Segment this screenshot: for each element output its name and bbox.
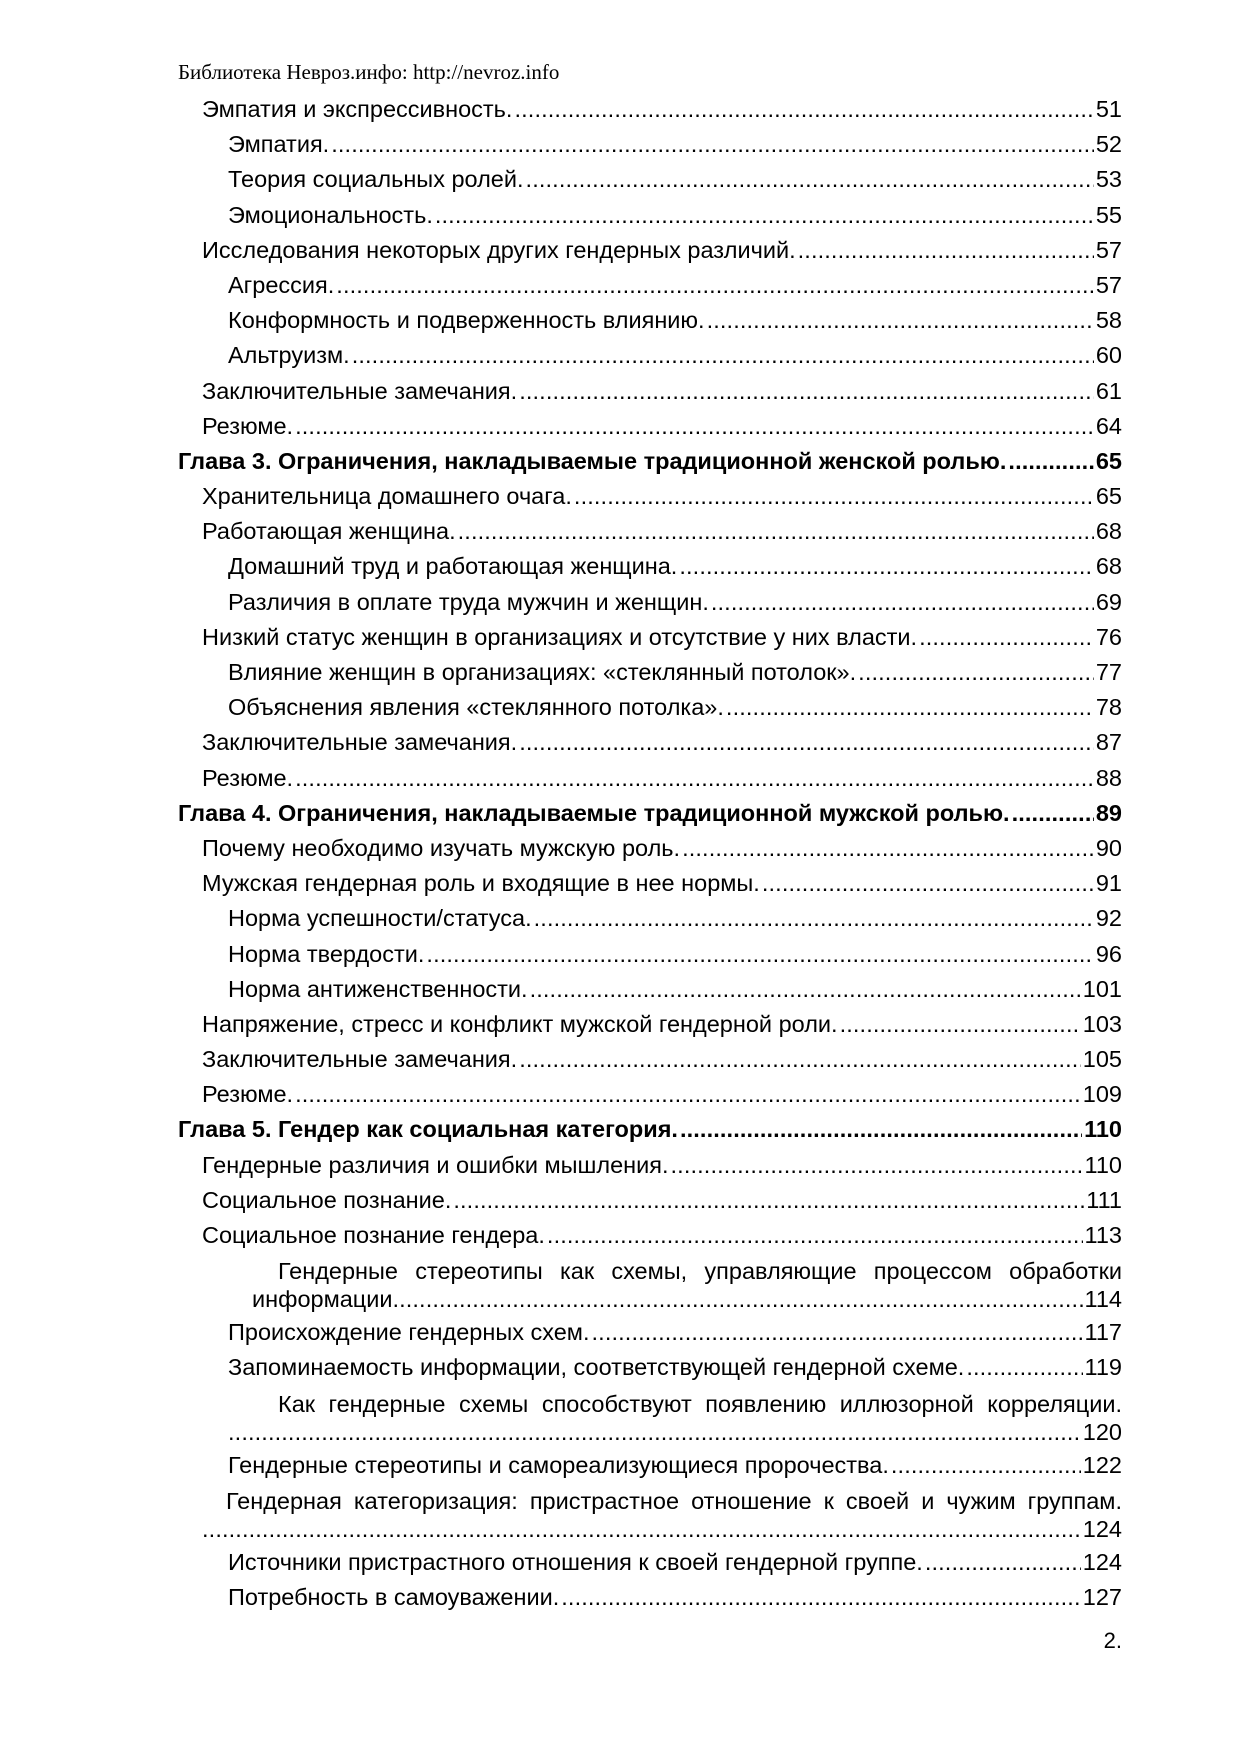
- toc-entry[interactable]: [178, 1007, 1122, 1042]
- toc-entry-title: Резюме.: [202, 1081, 294, 1108]
- toc-leader: [519, 1042, 1081, 1077]
- toc-entry-page: 105: [1082, 1046, 1122, 1073]
- toc-entry-title: Гендерные стереотипы как схемы, управляющие процессом обработки: [278, 1258, 1122, 1285]
- toc-entry[interactable]: [178, 162, 1122, 197]
- toc-leader: [295, 409, 1094, 444]
- toc-entry[interactable]: [178, 972, 1122, 1007]
- toc-entry-title: Запоминаемость информации, соответствующей гендерной схеме.: [228, 1354, 965, 1381]
- toc-chapter[interactable]: [178, 796, 1122, 831]
- toc-entry-title: Эмпатия и экспрессивность.: [202, 96, 513, 122]
- toc-entry-title: Низкий статус женщин в организациях и отсутствие у них власти.: [202, 623, 918, 650]
- toc-entry[interactable]: [178, 831, 1122, 866]
- toc-leader: [711, 585, 1094, 620]
- toc-entry[interactable]: [178, 1545, 1122, 1580]
- toc-entry-wrapped[interactable]: [178, 1386, 1122, 1448]
- toc-leader: [453, 1183, 1084, 1218]
- toc-entry[interactable]: [178, 127, 1122, 162]
- toc-leader: [530, 972, 1081, 1007]
- toc-entry-page: 114: [1084, 1286, 1122, 1313]
- toc-entry[interactable]: [178, 901, 1122, 936]
- toc-entry-title: Работающая женщина.: [202, 518, 456, 545]
- toc-entry[interactable]: [178, 1580, 1122, 1615]
- toc-entry-title: Альтруизм.: [228, 342, 350, 369]
- toc-leader: [680, 1112, 1082, 1147]
- toc-entry-title: Как гендерные схемы способствуют появлению иллюзорной корреляции.: [278, 1390, 1122, 1417]
- toc-leader: [726, 690, 1094, 725]
- toc-entry-continuation: [228, 1418, 1122, 1448]
- toc-entry[interactable]: [178, 303, 1122, 338]
- toc-entry[interactable]: [178, 761, 1122, 796]
- toc-entry-title: Объяснения явления «стеклянного потолка».: [228, 694, 724, 721]
- toc-leader: [519, 374, 1094, 409]
- toc-entry-page: 96: [1095, 940, 1122, 967]
- toc-entry-title: Заключительные замечания.: [202, 729, 518, 756]
- toc-entry-page: 109: [1082, 1081, 1122, 1108]
- toc-entry[interactable]: [178, 1448, 1122, 1483]
- toc-entry-page: 52: [1095, 131, 1122, 158]
- toc-entry-title: Эмпатия.: [228, 131, 330, 158]
- toc-leader: [435, 198, 1094, 233]
- toc-leader: [534, 901, 1094, 936]
- toc-entry-title: Заключительные замечания.: [202, 377, 518, 404]
- toc-entry[interactable]: [178, 374, 1122, 409]
- toc-leader: [891, 1448, 1081, 1483]
- toc-entry-page: 57: [1095, 236, 1122, 263]
- toc-leader: [519, 725, 1094, 760]
- toc-entry-page: 90: [1095, 834, 1122, 861]
- toc-entry-page: 60: [1095, 342, 1122, 369]
- toc-entry[interactable]: [178, 620, 1122, 655]
- toc-chapter[interactable]: [178, 444, 1122, 479]
- toc-entry-title: Источники пристрастного отношения к своей гендерной группе.: [228, 1548, 923, 1575]
- toc-entry-page: 77: [1095, 659, 1122, 685]
- toc-entry-page: 76: [1095, 623, 1122, 650]
- toc-entry-page: 117: [1084, 1319, 1122, 1346]
- toc-entry-page: 78: [1095, 694, 1122, 721]
- toc-entry[interactable]: [178, 1218, 1122, 1253]
- toc-entry-title: Исследования некоторых других гендерных различий.: [202, 236, 796, 263]
- toc-entry-page: 111: [1086, 1186, 1122, 1213]
- toc-entry[interactable]: [178, 338, 1122, 373]
- toc-entry-title-continuation: информации.: [252, 1286, 400, 1313]
- toc-entry-title: Резюме.: [202, 764, 294, 791]
- toc-entry-page: 51: [1095, 96, 1122, 122]
- toc-entry[interactable]: [178, 514, 1122, 549]
- toc-entry[interactable]: [178, 549, 1122, 584]
- toc-entry-page: 53: [1095, 166, 1122, 193]
- toc-entry[interactable]: [178, 690, 1122, 725]
- toc-leader: [919, 620, 1094, 655]
- toc-leader: [966, 1350, 1082, 1385]
- toc-entry[interactable]: [178, 1077, 1122, 1112]
- toc-entry-title: Глава 3. Ограничения, накладываемые традиционной женской ролью.: [178, 447, 1007, 474]
- toc-entry-page: 124: [1082, 1548, 1122, 1575]
- toc-entry-title: Агрессия.: [228, 271, 335, 298]
- toc-entry-title: Напряжение, стресс и конфликт мужской гендерной роли.: [202, 1010, 838, 1037]
- toc-entry[interactable]: [178, 585, 1122, 620]
- toc-entry[interactable]: [178, 233, 1122, 268]
- toc-entry-page: 55: [1095, 201, 1122, 228]
- toc-leader: [336, 268, 1094, 303]
- toc-entry[interactable]: [178, 725, 1122, 760]
- toc-entry-page: 65: [1095, 483, 1122, 510]
- toc-entry-title: Влияние женщин в организациях: «стеклянный потолок».: [228, 659, 857, 685]
- toc-leader: [295, 761, 1094, 796]
- toc-entry[interactable]: [178, 655, 1122, 690]
- toc-entry-page: 124: [1082, 1515, 1122, 1542]
- toc-entry[interactable]: [178, 479, 1122, 514]
- toc-leader: [458, 514, 1094, 549]
- toc-leader: [547, 1218, 1083, 1253]
- toc-leader: [574, 479, 1094, 514]
- toc-leader: [228, 1418, 1081, 1446]
- toc-leader: [840, 1007, 1081, 1042]
- toc-entry-page: 92: [1095, 905, 1122, 932]
- toc-entry-title: Социальное познание.: [202, 1186, 452, 1213]
- toc-leader: [1012, 796, 1094, 831]
- toc-entry[interactable]: [178, 866, 1122, 901]
- toc-entry-page: 69: [1095, 588, 1122, 615]
- toc-entry-title: Почему необходимо изучать мужскую роль.: [202, 834, 681, 861]
- toc-entry-page: 120: [1082, 1418, 1122, 1445]
- toc-entry[interactable]: [178, 409, 1122, 444]
- toc-leader: [679, 549, 1094, 584]
- toc-entry-page: 127: [1082, 1583, 1122, 1610]
- toc-leader: [202, 1515, 1081, 1543]
- toc-entry-continuation: [202, 1515, 1122, 1545]
- toc-entry[interactable]: [178, 1315, 1122, 1350]
- toc-entry[interactable]: [178, 1148, 1122, 1183]
- toc-entry-page: 110: [1084, 1151, 1122, 1178]
- toc-entry-page: 110: [1084, 1116, 1122, 1143]
- toc-entry-title: Теория социальных ролей.: [228, 166, 524, 193]
- toc-entry-title: Домашний труд и работающая женщина.: [228, 553, 678, 580]
- toc-entry-title: Различия в оплате труда мужчин и женщин.: [228, 588, 709, 615]
- toc-leader: [762, 866, 1094, 901]
- toc-entry-title: Происхождение гендерных схем.: [228, 1319, 590, 1346]
- toc-leader: [426, 937, 1093, 972]
- toc-entry-title: Хранительница домашнего очага.: [202, 483, 572, 510]
- toc-entry-page: 87: [1095, 729, 1122, 756]
- page-number: 2.: [1103, 1628, 1122, 1653]
- toc-entry-title: Конформность и подверженность влиянию.: [228, 307, 705, 334]
- toc-leader: [925, 1545, 1081, 1580]
- toc-leader: [592, 1315, 1083, 1350]
- toc-leader: [682, 831, 1094, 866]
- toc-leader: [671, 1148, 1083, 1183]
- toc-leader: [707, 303, 1094, 338]
- toc-leader: [331, 127, 1094, 162]
- toc-entry[interactable]: [178, 1042, 1122, 1077]
- toc-leader: [798, 233, 1094, 268]
- toc-leader: [399, 1285, 1082, 1313]
- toc-entry-page: 113: [1084, 1222, 1122, 1248]
- toc-leader: [352, 338, 1094, 373]
- toc-entry[interactable]: [178, 937, 1122, 972]
- toc-entry-page: 64: [1095, 412, 1122, 439]
- toc-entry-title: Потребность в самоуважении.: [228, 1583, 560, 1610]
- toc-entry-title: Заключительные замечания.: [202, 1046, 518, 1073]
- page-header: Библиотека Невроз.инфо: http://nevroz.info: [178, 60, 560, 84]
- toc-entry-page: 65: [1095, 447, 1122, 474]
- toc-entry[interactable]: [178, 268, 1122, 303]
- toc-entry-page: 89: [1095, 799, 1122, 826]
- toc-entry-title: Социальное познание гендера.: [202, 1222, 545, 1248]
- toc-entry-title: Норма успешности/статуса.: [228, 905, 532, 932]
- toc-leader: [858, 655, 1094, 690]
- toc-entry-title: Глава 4. Ограничения, накладываемые традиционной мужской ролью.: [178, 799, 1010, 826]
- toc-entry-page: 68: [1095, 518, 1122, 545]
- toc-leader: [526, 162, 1094, 197]
- toc-leader: [1008, 444, 1093, 479]
- toc-entry-title: Резюме.: [202, 412, 294, 439]
- toc-leader: [514, 92, 1093, 127]
- toc-entry-page: 68: [1095, 553, 1122, 580]
- toc-entry-page: 61: [1095, 377, 1122, 404]
- toc-entry-page: 101: [1082, 975, 1122, 1002]
- toc-entry-title: Норма твердости.: [228, 940, 425, 967]
- toc-entry[interactable]: [178, 1350, 1122, 1385]
- toc-chapter[interactable]: [178, 1112, 1122, 1147]
- toc-entry-page: 122: [1082, 1451, 1122, 1478]
- toc-entry[interactable]: [178, 198, 1122, 233]
- toc-entry[interactable]: [178, 1183, 1122, 1218]
- toc-entry-title: Норма антиженственности.: [228, 975, 528, 1002]
- toc-entry[interactable]: [178, 92, 1122, 127]
- toc-leader: [295, 1077, 1081, 1112]
- toc-entry-title: Мужская гендерная роль и входящие в нее нормы.: [202, 870, 760, 897]
- toc-entry-page: 57: [1095, 271, 1122, 298]
- toc-entry-title: Глава 5. Гендер как социальная категория.: [178, 1116, 678, 1143]
- toc-leader: [561, 1580, 1081, 1615]
- toc-entry-page: 91: [1095, 870, 1122, 897]
- toc-entry-page: 58: [1095, 307, 1122, 334]
- toc-entry-title: Гендерные стереотипы и самореализующиеся пророчества.: [228, 1451, 889, 1478]
- toc-entry-page: 103: [1082, 1010, 1122, 1037]
- toc-entry-title: Гендерная категоризация: пристрастное отношение к своей и чужим группам.: [226, 1487, 1122, 1514]
- toc-entry-title: Гендерные различия и ошибки мышления.: [202, 1151, 669, 1178]
- toc-entry-continuation: [252, 1285, 1122, 1315]
- toc-entry-wrapped[interactable]: [178, 1253, 1122, 1315]
- toc-entry-page: 88: [1095, 764, 1122, 791]
- table-of-contents: [178, 92, 1122, 1615]
- toc-entry-page: 119: [1084, 1354, 1122, 1381]
- toc-entry-title: Эмоциональность.: [228, 201, 433, 228]
- toc-entry-wrapped[interactable]: [178, 1483, 1122, 1545]
